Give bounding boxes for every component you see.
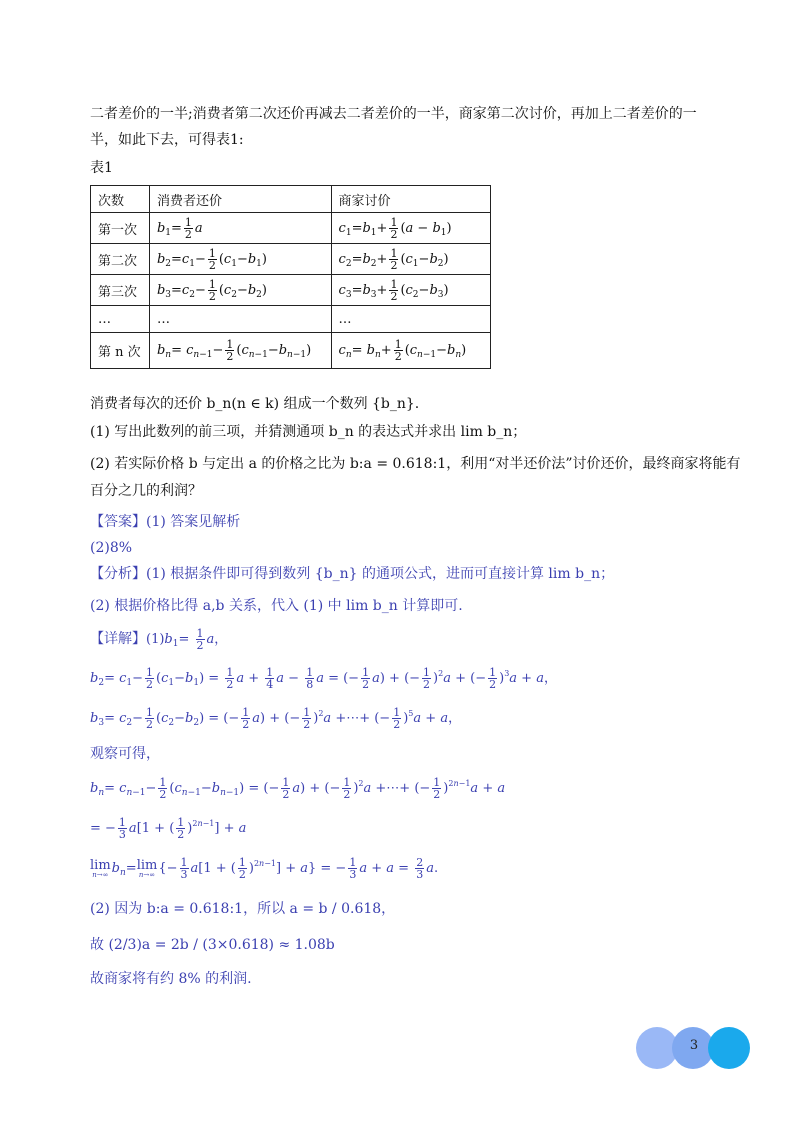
detail-b3: $b_3= c_2-$ $\frac{1}{2}$ $(c_2-b_2)$ = (− $\frac{1}{2}$ a) + (− $\frac{1}{2}$ )$^2$a +⋯+ (− $\frac{1}{2}$ )$^5$a + a， bbox=[90, 706, 462, 731]
ellipsis-cell: … bbox=[149, 306, 331, 333]
question-2-line-2: 百分之几的利润？ bbox=[90, 483, 202, 499]
ellipsis-cell: … bbox=[331, 306, 490, 333]
table-row bbox=[91, 333, 491, 369]
answer-tag: 【答案】 bbox=[90, 514, 146, 530]
detail-observe: 观察可得， bbox=[90, 746, 160, 762]
table-row bbox=[91, 306, 491, 333]
detail-limit: lim n→∞ $b_n=$ lim n→∞ {− $\frac{1}{3}$ a[1 + ( $\frac{1}{2}$ )$^{2n-1}$] + a} = − $\frac{1}{3}$ a + a = $\frac{2}{3}$ a. bbox=[90, 856, 439, 881]
table-row bbox=[91, 275, 491, 306]
question-1: (1) 写出此数列的前三项，并猜测通项 b_n 的表达式并求出 lim b_n； bbox=[90, 424, 527, 440]
consumer-formula: $b_3=c_2-$ $\frac{1}{2}$ $(c_2-b_2)$ bbox=[149, 275, 331, 306]
consumer-formula: $b_1=$ $\frac{1}{2}$ a bbox=[149, 213, 331, 244]
merchant-formula: $c_2=b_2+$ $\frac{1}{2}$ $(c_1-b_2)$ bbox=[331, 244, 490, 275]
page-number: 3 bbox=[689, 1038, 699, 1053]
detail-tag: 【详解】 bbox=[90, 631, 146, 647]
question-2-line-1: (2) 若实际价格 b 与定出 a 的价格之比为 b:a = 0.618:1，利用“对半还价法”讨价还价，最终商家将能有 bbox=[90, 456, 741, 472]
intro-line-1: 二者差价的一半;消费者第二次还价再减去二者差价的一半，商家第二次讨价，再加上二者差价的一 bbox=[90, 106, 697, 122]
detail-conclusion: 故商家将有约 8% 的利润. bbox=[90, 971, 252, 987]
row-label: … bbox=[91, 306, 150, 333]
analysis-line-2: (2) 根据价格比得 a,b 关系，代入 (1) 中 lim b_n 计算即可. bbox=[90, 598, 463, 614]
header-count: 次数 bbox=[91, 186, 150, 213]
consumer-formula: $b_2=c_1-$ $\frac{1}{2}$ $(c_1-b_1)$ bbox=[149, 244, 331, 275]
table-caption: 表1 bbox=[90, 160, 113, 176]
analysis-line-1 bbox=[90, 561, 614, 587]
merchant-formula: $c_3=b_3+$ $\frac{1}{2}$ $(c_2-b_3)$ bbox=[331, 275, 490, 306]
row-label: 第三次 bbox=[91, 275, 150, 306]
row-label: 第一次 bbox=[91, 213, 150, 244]
row-label: 第二次 bbox=[91, 244, 150, 275]
row-label: 第 n 次 bbox=[91, 333, 150, 369]
table-header-row bbox=[91, 186, 491, 213]
answer-part-1: (1) 答案见解析 bbox=[146, 514, 241, 530]
merchant-formula: $c_n= b_n+$ $\frac{1}{2}$ $(c_{n-1}-b_n)$ bbox=[331, 333, 490, 369]
analysis-tag: 【分析】 bbox=[90, 566, 146, 582]
detail-therefore: 故 (2/3)a = 2b / (3×0.618) ≈ 1.08b bbox=[90, 937, 335, 953]
table-row bbox=[91, 213, 491, 244]
detail-bn: $b_n= c_{n-1}-$ $\frac{1}{2}$ $(c_{n-1}-b_{n-1})$ = (− $\frac{1}{2}$ a) + (− $\frac{1}{2}$ )$^2$a +⋯+ (− $\frac{1}{2}$ )$^{2n-1}$a + a bbox=[90, 776, 506, 801]
analysis-text-1: (1) 根据条件即可得到数列 {b_n} 的通项公式，进而可直接计算 lim b_n； bbox=[146, 566, 615, 582]
merchant-formula: $c_1=b_1+$ $\frac{1}{2}$ $(a - b_1)$ bbox=[331, 213, 490, 244]
table-row bbox=[91, 244, 491, 275]
consumer-formula: $b_n= c_{n-1}-$ $\frac{1}{2}$ $(c_{n-1}-b_{n-1})$ bbox=[149, 333, 331, 369]
header-consumer: 消费者还价 bbox=[149, 186, 331, 213]
answer-part-2: (2)8% bbox=[90, 540, 133, 556]
sequence-text: 消费者每次的还价 b_n(n ∈ k) 组成一个数列 {b_n}. bbox=[90, 396, 420, 412]
page-bubble-right bbox=[708, 1027, 750, 1069]
answer-line bbox=[90, 509, 240, 535]
detail-part2: (2) 因为 b:a = 0.618:1，所以 a = b / 0.618， bbox=[90, 901, 396, 917]
detail-b2: $b_2= c_1-$ $\frac{1}{2}$ $(c_1-b_1)$ = $\frac{1}{2}$ a + $\frac{1}{4}$ a − $\frac{1}{8}$ a = (− $\frac{1}{2}$ a) + (− $\frac{1}{2}$ )$^2$a + (− $\frac{1}{2}$ )$^3$a + a， bbox=[90, 666, 557, 691]
intro-line-2: 半，如此下去，可得表1: bbox=[90, 132, 244, 148]
price-table bbox=[90, 185, 491, 369]
detail-b1: 【详解】$(1)b_1=$ $\frac{1}{2}$ a， bbox=[90, 627, 228, 652]
detail-bn-simplified: = − $\frac{1}{3}$ a[1 + ( $\frac{1}{2}$ )$^{2n-1}$] + a bbox=[90, 816, 247, 841]
header-merchant: 商家讨价 bbox=[331, 186, 490, 213]
